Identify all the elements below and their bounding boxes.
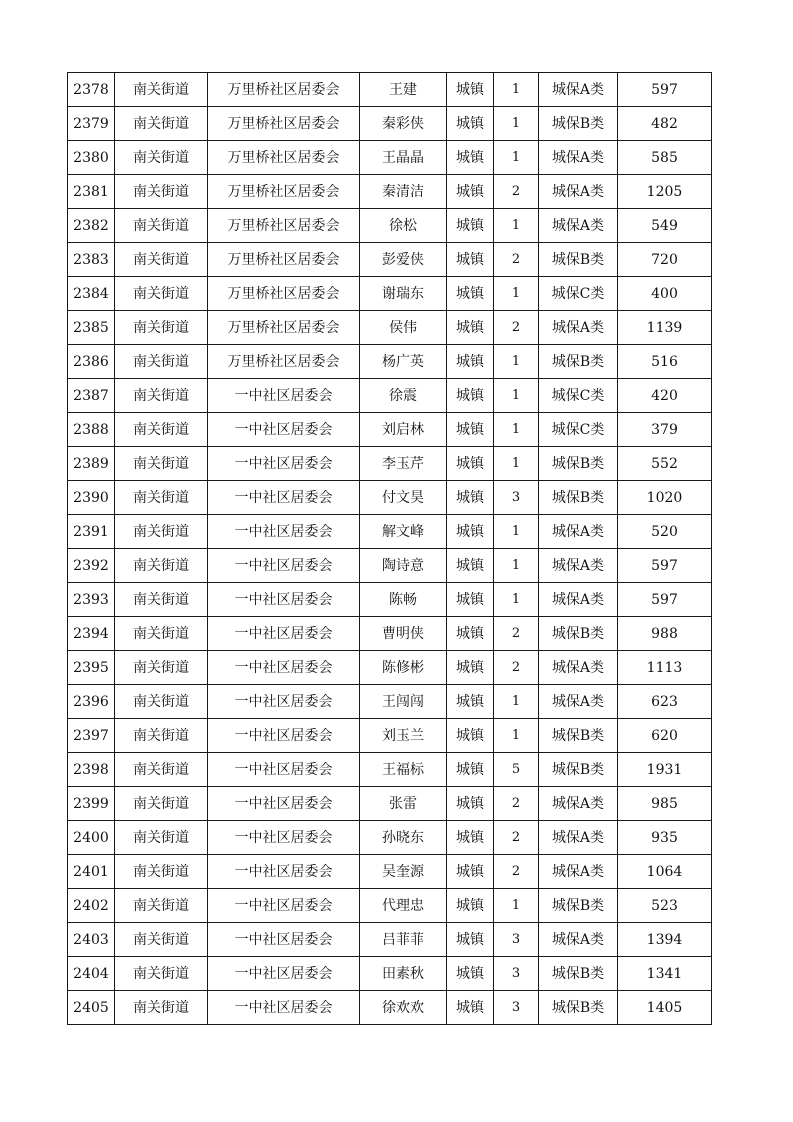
table-row bbox=[68, 345, 712, 379]
area-type-cell: 城镇 bbox=[447, 447, 494, 481]
amount-cell: 549 bbox=[618, 209, 712, 243]
table-row bbox=[68, 923, 712, 957]
amount-cell: 400 bbox=[618, 277, 712, 311]
seq-cell: 2383 bbox=[68, 243, 115, 277]
household-count-cell: 5 bbox=[494, 753, 539, 787]
amount-cell: 1405 bbox=[618, 991, 712, 1025]
area-type-cell: 城镇 bbox=[447, 787, 494, 821]
benefit-category-cell: 城保A类 bbox=[539, 209, 618, 243]
street-cell: 南关街道 bbox=[115, 345, 208, 379]
name-cell: 王福标 bbox=[360, 753, 447, 787]
benefit-category-cell: 城保C类 bbox=[539, 379, 618, 413]
table-row bbox=[68, 447, 712, 481]
seq-cell: 2386 bbox=[68, 345, 115, 379]
table-row bbox=[68, 821, 712, 855]
seq-cell: 2398 bbox=[68, 753, 115, 787]
benefit-category-cell: 城保B类 bbox=[539, 107, 618, 141]
household-count-cell: 1 bbox=[494, 685, 539, 719]
name-cell: 王建 bbox=[360, 73, 447, 107]
street-cell: 南关街道 bbox=[115, 141, 208, 175]
amount-cell: 597 bbox=[618, 73, 712, 107]
amount-cell: 1394 bbox=[618, 923, 712, 957]
name-cell: 杨广英 bbox=[360, 345, 447, 379]
amount-cell: 379 bbox=[618, 413, 712, 447]
street-cell: 南关街道 bbox=[115, 175, 208, 209]
seq-cell: 2382 bbox=[68, 209, 115, 243]
seq-cell: 2392 bbox=[68, 549, 115, 583]
seq-cell: 2380 bbox=[68, 141, 115, 175]
amount-cell: 597 bbox=[618, 583, 712, 617]
benefit-category-cell: 城保B类 bbox=[539, 991, 618, 1025]
amount-cell: 1341 bbox=[618, 957, 712, 991]
name-cell: 吕菲菲 bbox=[360, 923, 447, 957]
household-count-cell: 1 bbox=[494, 583, 539, 617]
seq-cell: 2404 bbox=[68, 957, 115, 991]
name-cell: 吴奎源 bbox=[360, 855, 447, 889]
household-count-cell: 1 bbox=[494, 345, 539, 379]
street-cell: 南关街道 bbox=[115, 107, 208, 141]
seq-cell: 2390 bbox=[68, 481, 115, 515]
benefit-category-cell: 城保A类 bbox=[539, 175, 618, 209]
household-count-cell: 1 bbox=[494, 719, 539, 753]
name-cell: 解文峰 bbox=[360, 515, 447, 549]
area-type-cell: 城镇 bbox=[447, 277, 494, 311]
name-cell: 刘玉兰 bbox=[360, 719, 447, 753]
benefit-category-cell: 城保A类 bbox=[539, 515, 618, 549]
table-row bbox=[68, 753, 712, 787]
amount-cell: 585 bbox=[618, 141, 712, 175]
street-cell: 南关街道 bbox=[115, 583, 208, 617]
area-type-cell: 城镇 bbox=[447, 719, 494, 753]
name-cell: 代理忠 bbox=[360, 889, 447, 923]
household-count-cell: 1 bbox=[494, 141, 539, 175]
area-type-cell: 城镇 bbox=[447, 549, 494, 583]
household-count-cell: 3 bbox=[494, 957, 539, 991]
street-cell: 南关街道 bbox=[115, 549, 208, 583]
table-row bbox=[68, 855, 712, 889]
community-cell: 万里桥社区居委会 bbox=[208, 209, 360, 243]
street-cell: 南关街道 bbox=[115, 379, 208, 413]
household-count-cell: 1 bbox=[494, 889, 539, 923]
table-row bbox=[68, 209, 712, 243]
benefit-category-cell: 城保B类 bbox=[539, 481, 618, 515]
amount-cell: 520 bbox=[618, 515, 712, 549]
household-count-cell: 1 bbox=[494, 73, 539, 107]
community-cell: 一中社区居委会 bbox=[208, 957, 360, 991]
community-cell: 一中社区居委会 bbox=[208, 583, 360, 617]
household-count-cell: 1 bbox=[494, 209, 539, 243]
seq-cell: 2393 bbox=[68, 583, 115, 617]
community-cell: 一中社区居委会 bbox=[208, 413, 360, 447]
community-cell: 一中社区居委会 bbox=[208, 753, 360, 787]
community-cell: 一中社区居委会 bbox=[208, 651, 360, 685]
table-row bbox=[68, 685, 712, 719]
street-cell: 南关街道 bbox=[115, 617, 208, 651]
amount-cell: 552 bbox=[618, 447, 712, 481]
community-cell: 万里桥社区居委会 bbox=[208, 311, 360, 345]
benefit-category-cell: 城保A类 bbox=[539, 311, 618, 345]
seq-cell: 2399 bbox=[68, 787, 115, 821]
area-type-cell: 城镇 bbox=[447, 991, 494, 1025]
table-row bbox=[68, 515, 712, 549]
benefit-category-cell: 城保B类 bbox=[539, 243, 618, 277]
benefit-category-cell: 城保A类 bbox=[539, 821, 618, 855]
community-cell: 一中社区居委会 bbox=[208, 991, 360, 1025]
amount-cell: 597 bbox=[618, 549, 712, 583]
name-cell: 李玉芹 bbox=[360, 447, 447, 481]
street-cell: 南关街道 bbox=[115, 515, 208, 549]
amount-cell: 988 bbox=[618, 617, 712, 651]
benefit-category-cell: 城保B类 bbox=[539, 957, 618, 991]
community-cell: 万里桥社区居委会 bbox=[208, 73, 360, 107]
name-cell: 王晶晶 bbox=[360, 141, 447, 175]
name-cell: 曹明侠 bbox=[360, 617, 447, 651]
seq-cell: 2388 bbox=[68, 413, 115, 447]
community-cell: 一中社区居委会 bbox=[208, 481, 360, 515]
area-type-cell: 城镇 bbox=[447, 617, 494, 651]
area-type-cell: 城镇 bbox=[447, 73, 494, 107]
table-row bbox=[68, 991, 712, 1025]
street-cell: 南关街道 bbox=[115, 753, 208, 787]
seq-cell: 2405 bbox=[68, 991, 115, 1025]
table-row bbox=[68, 175, 712, 209]
household-count-cell: 1 bbox=[494, 549, 539, 583]
amount-cell: 1064 bbox=[618, 855, 712, 889]
street-cell: 南关街道 bbox=[115, 311, 208, 345]
name-cell: 陈修彬 bbox=[360, 651, 447, 685]
area-type-cell: 城镇 bbox=[447, 821, 494, 855]
area-type-cell: 城镇 bbox=[447, 243, 494, 277]
community-cell: 一中社区居委会 bbox=[208, 617, 360, 651]
seq-cell: 2401 bbox=[68, 855, 115, 889]
name-cell: 田素秋 bbox=[360, 957, 447, 991]
street-cell: 南关街道 bbox=[115, 209, 208, 243]
area-type-cell: 城镇 bbox=[447, 685, 494, 719]
street-cell: 南关街道 bbox=[115, 413, 208, 447]
benefit-category-cell: 城保C类 bbox=[539, 413, 618, 447]
table-row bbox=[68, 583, 712, 617]
household-count-cell: 1 bbox=[494, 379, 539, 413]
seq-cell: 2400 bbox=[68, 821, 115, 855]
table-row bbox=[68, 379, 712, 413]
area-type-cell: 城镇 bbox=[447, 141, 494, 175]
street-cell: 南关街道 bbox=[115, 243, 208, 277]
household-count-cell: 2 bbox=[494, 243, 539, 277]
street-cell: 南关街道 bbox=[115, 855, 208, 889]
table-row bbox=[68, 141, 712, 175]
benefit-category-cell: 城保A类 bbox=[539, 583, 618, 617]
name-cell: 徐欢欢 bbox=[360, 991, 447, 1025]
benefit-category-cell: 城保B类 bbox=[539, 345, 618, 379]
table-row bbox=[68, 277, 712, 311]
community-cell: 一中社区居委会 bbox=[208, 889, 360, 923]
amount-cell: 1139 bbox=[618, 311, 712, 345]
community-cell: 万里桥社区居委会 bbox=[208, 243, 360, 277]
seq-cell: 2378 bbox=[68, 73, 115, 107]
name-cell: 徐震 bbox=[360, 379, 447, 413]
area-type-cell: 城镇 bbox=[447, 651, 494, 685]
street-cell: 南关街道 bbox=[115, 685, 208, 719]
area-type-cell: 城镇 bbox=[447, 379, 494, 413]
area-type-cell: 城镇 bbox=[447, 515, 494, 549]
benefit-category-cell: 城保C类 bbox=[539, 277, 618, 311]
seq-cell: 2396 bbox=[68, 685, 115, 719]
name-cell: 陈畅 bbox=[360, 583, 447, 617]
benefit-category-cell: 城保A类 bbox=[539, 923, 618, 957]
community-cell: 万里桥社区居委会 bbox=[208, 175, 360, 209]
table-row bbox=[68, 787, 712, 821]
name-cell: 付文昊 bbox=[360, 481, 447, 515]
name-cell: 彭爱侠 bbox=[360, 243, 447, 277]
area-type-cell: 城镇 bbox=[447, 209, 494, 243]
area-type-cell: 城镇 bbox=[447, 889, 494, 923]
table-row bbox=[68, 957, 712, 991]
name-cell: 秦彩侠 bbox=[360, 107, 447, 141]
area-type-cell: 城镇 bbox=[447, 957, 494, 991]
street-cell: 南关街道 bbox=[115, 991, 208, 1025]
amount-cell: 516 bbox=[618, 345, 712, 379]
name-cell: 陶诗意 bbox=[360, 549, 447, 583]
household-count-cell: 1 bbox=[494, 413, 539, 447]
seq-cell: 2395 bbox=[68, 651, 115, 685]
household-count-cell: 1 bbox=[494, 515, 539, 549]
seq-cell: 2389 bbox=[68, 447, 115, 481]
street-cell: 南关街道 bbox=[115, 957, 208, 991]
benefit-category-cell: 城保B类 bbox=[539, 889, 618, 923]
table-row bbox=[68, 481, 712, 515]
area-type-cell: 城镇 bbox=[447, 311, 494, 345]
table-row bbox=[68, 889, 712, 923]
street-cell: 南关街道 bbox=[115, 651, 208, 685]
community-cell: 一中社区居委会 bbox=[208, 855, 360, 889]
name-cell: 侯伟 bbox=[360, 311, 447, 345]
household-count-cell: 2 bbox=[494, 821, 539, 855]
table-row bbox=[68, 617, 712, 651]
community-cell: 万里桥社区居委会 bbox=[208, 345, 360, 379]
amount-cell: 620 bbox=[618, 719, 712, 753]
street-cell: 南关街道 bbox=[115, 481, 208, 515]
amount-cell: 1931 bbox=[618, 753, 712, 787]
household-count-cell: 1 bbox=[494, 447, 539, 481]
benefit-roster-table bbox=[67, 72, 712, 1025]
street-cell: 南关街道 bbox=[115, 719, 208, 753]
seq-cell: 2379 bbox=[68, 107, 115, 141]
seq-cell: 2385 bbox=[68, 311, 115, 345]
amount-cell: 1020 bbox=[618, 481, 712, 515]
street-cell: 南关街道 bbox=[115, 889, 208, 923]
household-count-cell: 3 bbox=[494, 481, 539, 515]
seq-cell: 2402 bbox=[68, 889, 115, 923]
seq-cell: 2391 bbox=[68, 515, 115, 549]
amount-cell: 720 bbox=[618, 243, 712, 277]
amount-cell: 1113 bbox=[618, 651, 712, 685]
area-type-cell: 城镇 bbox=[447, 107, 494, 141]
benefit-category-cell: 城保B类 bbox=[539, 719, 618, 753]
table-row bbox=[68, 107, 712, 141]
street-cell: 南关街道 bbox=[115, 447, 208, 481]
area-type-cell: 城镇 bbox=[447, 345, 494, 379]
household-count-cell: 2 bbox=[494, 787, 539, 821]
seq-cell: 2381 bbox=[68, 175, 115, 209]
table-row bbox=[68, 549, 712, 583]
community-cell: 一中社区居委会 bbox=[208, 821, 360, 855]
street-cell: 南关街道 bbox=[115, 73, 208, 107]
household-count-cell: 2 bbox=[494, 617, 539, 651]
benefit-category-cell: 城保B类 bbox=[539, 753, 618, 787]
amount-cell: 935 bbox=[618, 821, 712, 855]
household-count-cell: 2 bbox=[494, 651, 539, 685]
name-cell: 王闯闯 bbox=[360, 685, 447, 719]
household-count-cell: 2 bbox=[494, 175, 539, 209]
amount-cell: 523 bbox=[618, 889, 712, 923]
benefit-category-cell: 城保A类 bbox=[539, 855, 618, 889]
community-cell: 一中社区居委会 bbox=[208, 787, 360, 821]
name-cell: 孙晓东 bbox=[360, 821, 447, 855]
benefit-category-cell: 城保A类 bbox=[539, 787, 618, 821]
table-row bbox=[68, 719, 712, 753]
community-cell: 万里桥社区居委会 bbox=[208, 141, 360, 175]
table-row bbox=[68, 243, 712, 277]
community-cell: 一中社区居委会 bbox=[208, 515, 360, 549]
street-cell: 南关街道 bbox=[115, 821, 208, 855]
benefit-category-cell: 城保A类 bbox=[539, 73, 618, 107]
household-count-cell: 3 bbox=[494, 923, 539, 957]
table-row bbox=[68, 651, 712, 685]
seq-cell: 2387 bbox=[68, 379, 115, 413]
household-count-cell: 1 bbox=[494, 107, 539, 141]
community-cell: 万里桥社区居委会 bbox=[208, 107, 360, 141]
name-cell: 徐松 bbox=[360, 209, 447, 243]
household-count-cell: 3 bbox=[494, 991, 539, 1025]
amount-cell: 482 bbox=[618, 107, 712, 141]
benefit-category-cell: 城保A类 bbox=[539, 685, 618, 719]
community-cell: 一中社区居委会 bbox=[208, 685, 360, 719]
name-cell: 张雷 bbox=[360, 787, 447, 821]
community-cell: 一中社区居委会 bbox=[208, 549, 360, 583]
name-cell: 谢瑞东 bbox=[360, 277, 447, 311]
area-type-cell: 城镇 bbox=[447, 855, 494, 889]
name-cell: 刘启林 bbox=[360, 413, 447, 447]
roster-body bbox=[68, 73, 712, 1025]
community-cell: 一中社区居委会 bbox=[208, 923, 360, 957]
seq-cell: 2394 bbox=[68, 617, 115, 651]
table-row bbox=[68, 413, 712, 447]
benefit-category-cell: 城保B类 bbox=[539, 447, 618, 481]
area-type-cell: 城镇 bbox=[447, 583, 494, 617]
street-cell: 南关街道 bbox=[115, 923, 208, 957]
community-cell: 一中社区居委会 bbox=[208, 719, 360, 753]
street-cell: 南关街道 bbox=[115, 277, 208, 311]
amount-cell: 623 bbox=[618, 685, 712, 719]
table-row bbox=[68, 311, 712, 345]
area-type-cell: 城镇 bbox=[447, 481, 494, 515]
community-cell: 一中社区居委会 bbox=[208, 447, 360, 481]
community-cell: 万里桥社区居委会 bbox=[208, 277, 360, 311]
household-count-cell: 1 bbox=[494, 277, 539, 311]
amount-cell: 985 bbox=[618, 787, 712, 821]
benefit-category-cell: 城保A类 bbox=[539, 141, 618, 175]
amount-cell: 1205 bbox=[618, 175, 712, 209]
benefit-category-cell: 城保A类 bbox=[539, 651, 618, 685]
street-cell: 南关街道 bbox=[115, 787, 208, 821]
household-count-cell: 2 bbox=[494, 855, 539, 889]
community-cell: 一中社区居委会 bbox=[208, 379, 360, 413]
area-type-cell: 城镇 bbox=[447, 175, 494, 209]
area-type-cell: 城镇 bbox=[447, 753, 494, 787]
area-type-cell: 城镇 bbox=[447, 413, 494, 447]
amount-cell: 420 bbox=[618, 379, 712, 413]
seq-cell: 2397 bbox=[68, 719, 115, 753]
benefit-category-cell: 城保A类 bbox=[539, 549, 618, 583]
seq-cell: 2384 bbox=[68, 277, 115, 311]
table-row bbox=[68, 73, 712, 107]
household-count-cell: 2 bbox=[494, 311, 539, 345]
name-cell: 秦清洁 bbox=[360, 175, 447, 209]
seq-cell: 2403 bbox=[68, 923, 115, 957]
benefit-category-cell: 城保B类 bbox=[539, 617, 618, 651]
area-type-cell: 城镇 bbox=[447, 923, 494, 957]
